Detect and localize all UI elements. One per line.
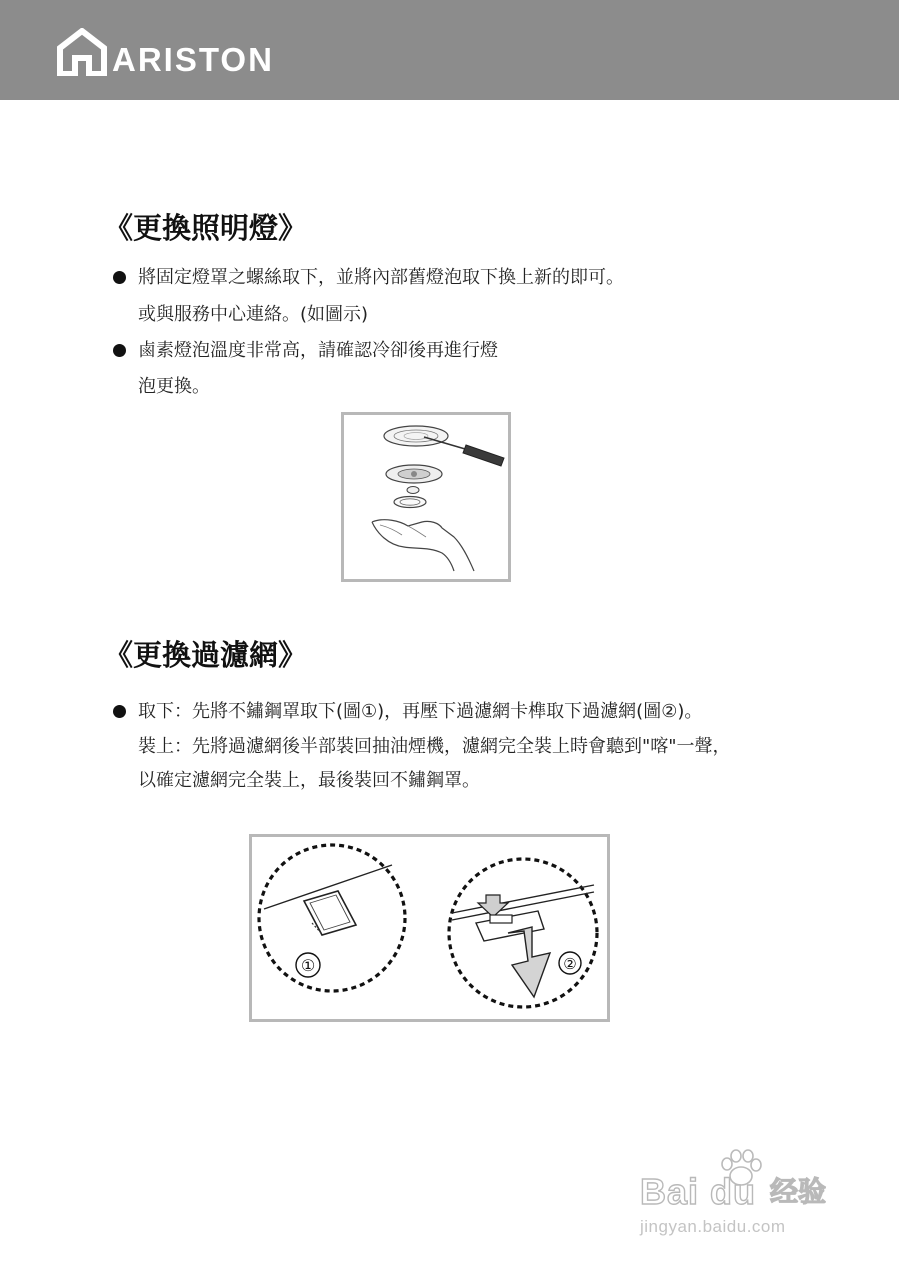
filter-instruction-line: 取下：先將不鏽鋼罩取下(圖①)，再壓下過濾網卡榫取下過濾網(圖②)。 bbox=[138, 701, 703, 722]
baidu-jingyan-watermark bbox=[640, 1148, 850, 1248]
figure-marker-2: ② bbox=[563, 955, 577, 973]
bullet-dot bbox=[113, 271, 126, 284]
watermark-label: 经验 bbox=[770, 1175, 827, 1208]
bullet-dot bbox=[113, 705, 126, 718]
filter-removal-figure bbox=[249, 834, 610, 1022]
lamp-instruction-line: 或與服務中心連絡。(如圖示) bbox=[138, 304, 369, 325]
lamp-warning-line: 鹵素燈泡溫度非常高，請確認冷卻後再進行燈 bbox=[138, 340, 498, 361]
figure-marker-1: ① bbox=[300, 956, 316, 975]
brand-name: ARISTON bbox=[112, 41, 274, 78]
filter-instruction-line: 裝上：先將過濾網後半部裝回抽油煙機，濾網完全裝上時會聽到"喀"一聲， bbox=[138, 736, 731, 757]
lamp-replacement-illustration bbox=[344, 415, 508, 579]
lamp-warning-line: 泡更換。 bbox=[138, 376, 210, 397]
lamp-replacement-figure bbox=[341, 412, 511, 582]
section-title-lamp: 《更換照明燈》 bbox=[104, 211, 308, 245]
filter-instruction-line: 以確定濾網完全裝上，最後裝回不鏽鋼罩。 bbox=[138, 770, 480, 791]
watermark-url: jingyan.baidu.com bbox=[640, 1217, 786, 1236]
bullet-dot bbox=[113, 344, 126, 357]
lamp-instruction-line: 將固定燈罩之螺絲取下，並將內部舊燈泡取下換上新的即可。 bbox=[138, 267, 624, 288]
filter-removal-illustration bbox=[252, 837, 607, 1019]
ariston-logo-icon bbox=[56, 28, 108, 76]
watermark-brand: Bai du bbox=[640, 1171, 757, 1212]
section-title-filter: 《更換過濾網》 bbox=[104, 638, 308, 672]
header-bar bbox=[0, 0, 899, 100]
